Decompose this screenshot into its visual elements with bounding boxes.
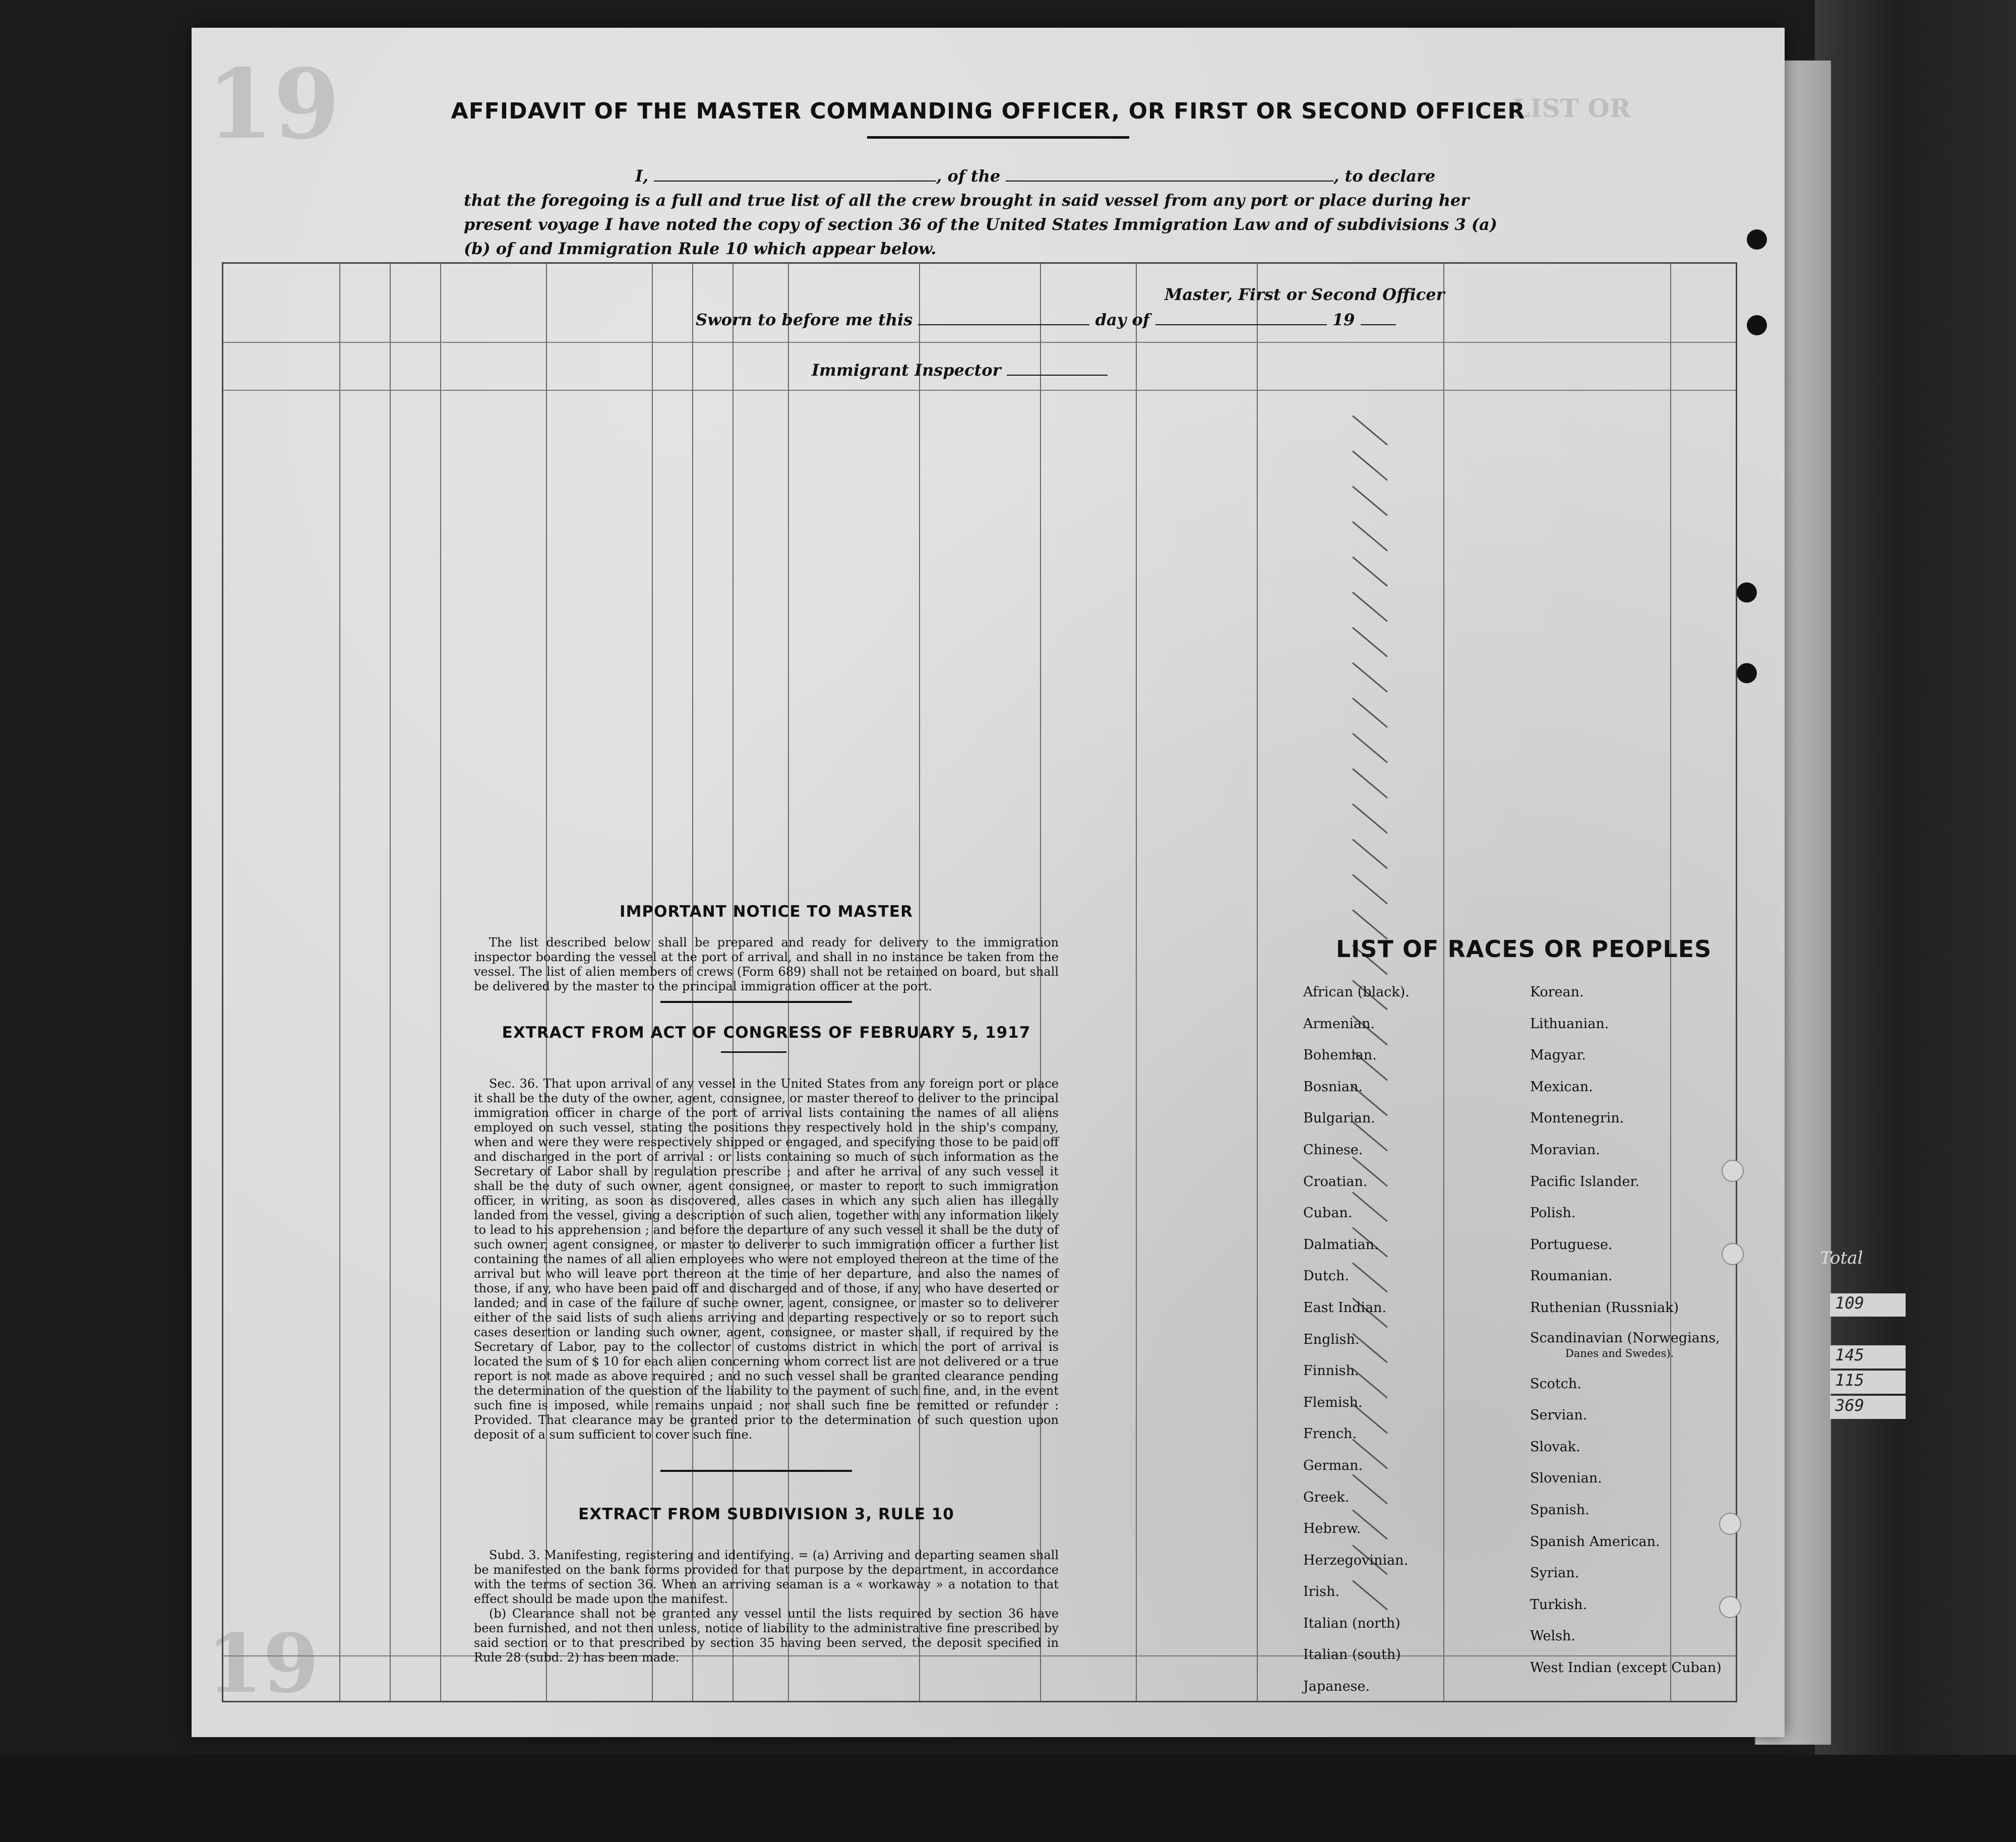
race-item: Servian. [1530, 1407, 1587, 1423]
race-item: Irish. [1303, 1584, 1340, 1600]
race-item: Cuban. [1303, 1205, 1353, 1221]
vessel-blank[interactable] [1006, 167, 1333, 182]
punch-hole [1722, 1243, 1744, 1265]
race-item: French. [1303, 1426, 1357, 1442]
declaration-line-2: that the foregoing is a full and true list of all the crew brought in said vessel from any port or place during her [464, 191, 1470, 210]
ghost-list-header: LIST OR [1512, 93, 1631, 123]
name-blank[interactable] [654, 167, 936, 182]
punch-hole [1719, 1596, 1741, 1618]
notice-title: IMPORTANT NOTICE TO MASTER [620, 903, 913, 921]
declaration-to-declare: , to declare [1333, 166, 1436, 186]
total-value: 145 [1830, 1345, 1906, 1369]
race-item: Portuguese. [1530, 1236, 1613, 1253]
race-item: Roumanian. [1530, 1268, 1613, 1284]
rule-extract-text-b: (b) Clearance shall not be granted any vessel until the lists required by section 36 have been furnished, and not then unless, notice of liability to the administrative fine prescribed by said section or to that prescribed by section 35 having been served, the deposit specified in Rule 28 (subd. 2) has been made. [474, 1607, 1059, 1665]
notice-text: The list described below shall be prepared and ready for delivery to the immigration inspector boarding the vessel at the port of arrival, and shall in no instance be taken from the vessel. The list of alien members of crews (Form 689) shall not be retained on board, but shall be delivered by the master to the principal immigration officer at the port. [474, 935, 1059, 993]
declaration-text [464, 164, 1522, 261]
inspector-line [812, 361, 1108, 380]
race-item: Montenegrin. [1530, 1110, 1624, 1126]
races-left-column [1303, 983, 1410, 1709]
race-item: Polish. [1530, 1205, 1576, 1221]
race-item: Greek. [1303, 1489, 1350, 1505]
race-item: African (black). [1303, 984, 1410, 1000]
punch-hole [1737, 582, 1757, 603]
race-item: Moravian. [1530, 1142, 1600, 1158]
race-item: East Indian. [1303, 1299, 1387, 1316]
declaration-i: I, [635, 166, 649, 186]
race-item: Finnish. [1303, 1363, 1359, 1379]
race-item: Syrian. [1530, 1565, 1579, 1581]
race-item: Mexican. [1530, 1079, 1593, 1095]
race-item: Italian (north) [1303, 1615, 1400, 1631]
race-item: Lithuanian. [1530, 1016, 1609, 1032]
punch-hole [1722, 1160, 1744, 1182]
race-scandinavian-line1: Scandinavian (Norwegians, [1530, 1330, 1720, 1346]
race-item: Slovenian. [1530, 1470, 1602, 1487]
race-item: Spanish. [1530, 1502, 1590, 1518]
race-item: Pacific Islander. [1530, 1173, 1639, 1190]
manifest-page [192, 28, 1785, 1737]
declaration-line-3: present voyage I have noted the copy of section 36 of the United States Immigration Law and of subdivisions 3 (a) [464, 215, 1497, 234]
races-right-column [1530, 983, 1722, 1690]
race-item: Korean. [1530, 984, 1584, 1000]
race-item: Armenian. [1303, 1016, 1375, 1032]
declaration-line-4: (b) of and Immigration Rule 10 which appear below. [464, 239, 937, 258]
year-label: 19 [1332, 310, 1355, 329]
race-item: Dutch. [1303, 1268, 1349, 1284]
sworn-label: Sworn to before me this [696, 310, 913, 329]
affidavit-title: AFFIDAVIT OF THE MASTER COMMANDING OFFICER, OR FIRST OR SECOND OFFICER [451, 98, 1525, 124]
declaration-of-the: , of the [936, 166, 1001, 186]
punch-hole [1719, 1513, 1741, 1535]
race-item: Scotch. [1530, 1376, 1581, 1392]
sworn-year-blank[interactable] [1361, 311, 1396, 325]
rule-extract-title: EXTRACT FROM SUBDIVISION 3, RULE 10 [578, 1505, 954, 1523]
act-rule [660, 1470, 852, 1472]
race-item: German. [1303, 1457, 1363, 1473]
race-item: Flemish. [1303, 1394, 1363, 1410]
race-item: Slovak. [1530, 1439, 1580, 1455]
total-value: 369 [1830, 1396, 1906, 1419]
act-title-rule [721, 1051, 786, 1053]
race-item: Turkish. [1530, 1596, 1587, 1613]
punch-hole [1747, 315, 1767, 335]
inspector-label: Immigrant Inspector [812, 361, 1001, 380]
master-officer-label: Master, First or Second Officer [1165, 285, 1445, 304]
race-item-scandinavian [1530, 1331, 1722, 1375]
races-title: LIST OF RACES OR PEOPLES [1336, 935, 1712, 963]
total-value: 109 [1830, 1293, 1906, 1317]
race-item: Bosnian. [1303, 1079, 1363, 1095]
title-rule [867, 136, 1129, 139]
sworn-line [696, 310, 1396, 329]
sworn-month-blank[interactable] [1155, 311, 1327, 325]
rule-extract-text-a: Subd. 3. Manifesting, registering and identifying. = (a) Arriving and departing seamen shall be manifested on the bank forms provided for that purpose by the department, in accordance with the terms of section 36. When an arriving seaman is a « workaway » a notation to that effect should be made upon the manifest. [474, 1548, 1059, 1606]
total-label: Total [1820, 1248, 1863, 1268]
race-item: West Indian (except Cuban) [1530, 1659, 1722, 1676]
race-scandinavian-line2: Danes and Swedes). [1565, 1347, 1674, 1359]
race-item: Magyar. [1530, 1047, 1586, 1063]
inspector-blank[interactable] [1007, 362, 1108, 376]
race-item: Hebrew. [1303, 1521, 1361, 1537]
ghost-page-number: 19 [207, 48, 340, 160]
race-item: Bohemian. [1303, 1047, 1377, 1063]
race-item: Japanese. [1303, 1679, 1370, 1695]
sworn-day-blank[interactable] [918, 311, 1089, 325]
race-item: English. [1303, 1331, 1360, 1347]
race-item: Italian (south) [1303, 1647, 1401, 1663]
race-item: Bulgarian. [1303, 1110, 1375, 1126]
day-of-label: day of [1095, 310, 1150, 329]
race-item: Spanish American. [1530, 1533, 1660, 1550]
background-bottom [0, 1755, 2016, 1842]
total-value: 115 [1830, 1371, 1906, 1394]
punch-hole [1747, 229, 1767, 250]
race-item: Croatian. [1303, 1173, 1368, 1190]
race-item: Ruthenian (Russniak) [1530, 1299, 1679, 1316]
notice-rule [660, 1001, 852, 1003]
punch-hole [1737, 663, 1757, 683]
ghost-page-number-bottom: 19 [207, 1616, 319, 1711]
act-extract-text: Sec. 36. That upon arrival of any vessel in the United States from any foreign port or place it shall be the duty of the owner, agent, consignee, or master thereof to deliver to the principal immigration officer in charge of the port of arrival lists containing the names of all aliens employed on such vessel, stating the positions they respectively hold in the ship's company, when and were they were respectively shipped or engaged, and specifying those to be paid off and discharged in the port of arrival : or lists containing so much of such information as the Secretary of Labor shall by regulation prescribe ; and after he arrival of any such vessel it shall be the duty of such owner, agent consignee, or master to report to such immigration officer, in writing, as soon as discovered, alles cases in which any such alien has illegally landed from the vessel, giving a description of such alien, together with any information likely to lead to his apprehension ; and before the departure of any such vessel it shall be the duty of such owner, agent consignee, or master to deliverer to such immigration officer a further list containing the names of all alien employees who were not employed thereon at the time of the arrival but who will leave port thereon at the time of her departure, and also the names of those, if any, who have been paid off and discharged and of those, if any, who have deserted or landed; and in case of the failure of suche owner, agent, consignee, or master so to deliverer either of the said lists of such aliens arriving and departing respectively or so to report such cases desertion or landing such owner, agent, consignee, or master shall, if required by the Secretary of Labor, pay to the collector of customs district in which the port of arrival is located the sum of $ 10 for each alien concerning whom correct list are not delivered or a true report is not made as above required ; and no such vessel shall be granted clearance pending the determination of the question of the liability to the payment of such fine, and, in the event such fine is imposed, while remains unpaid ; nor shall such fine be remitted or refunder : Provided. That clearance may be granted prior to the determination of such question upon deposit of a sum sufficient to cover such fine. [474, 1077, 1059, 1442]
background-right [1815, 0, 2016, 1842]
race-item: Welsh. [1530, 1628, 1575, 1644]
race-item: Herzegovinian. [1303, 1552, 1409, 1568]
race-item: Chinese. [1303, 1142, 1363, 1158]
act-extract-title: EXTRACT FROM ACT OF CONGRESS OF FEBRUARY 5, 1917 [502, 1024, 1031, 1042]
race-item: Dalmatian. [1303, 1236, 1379, 1253]
